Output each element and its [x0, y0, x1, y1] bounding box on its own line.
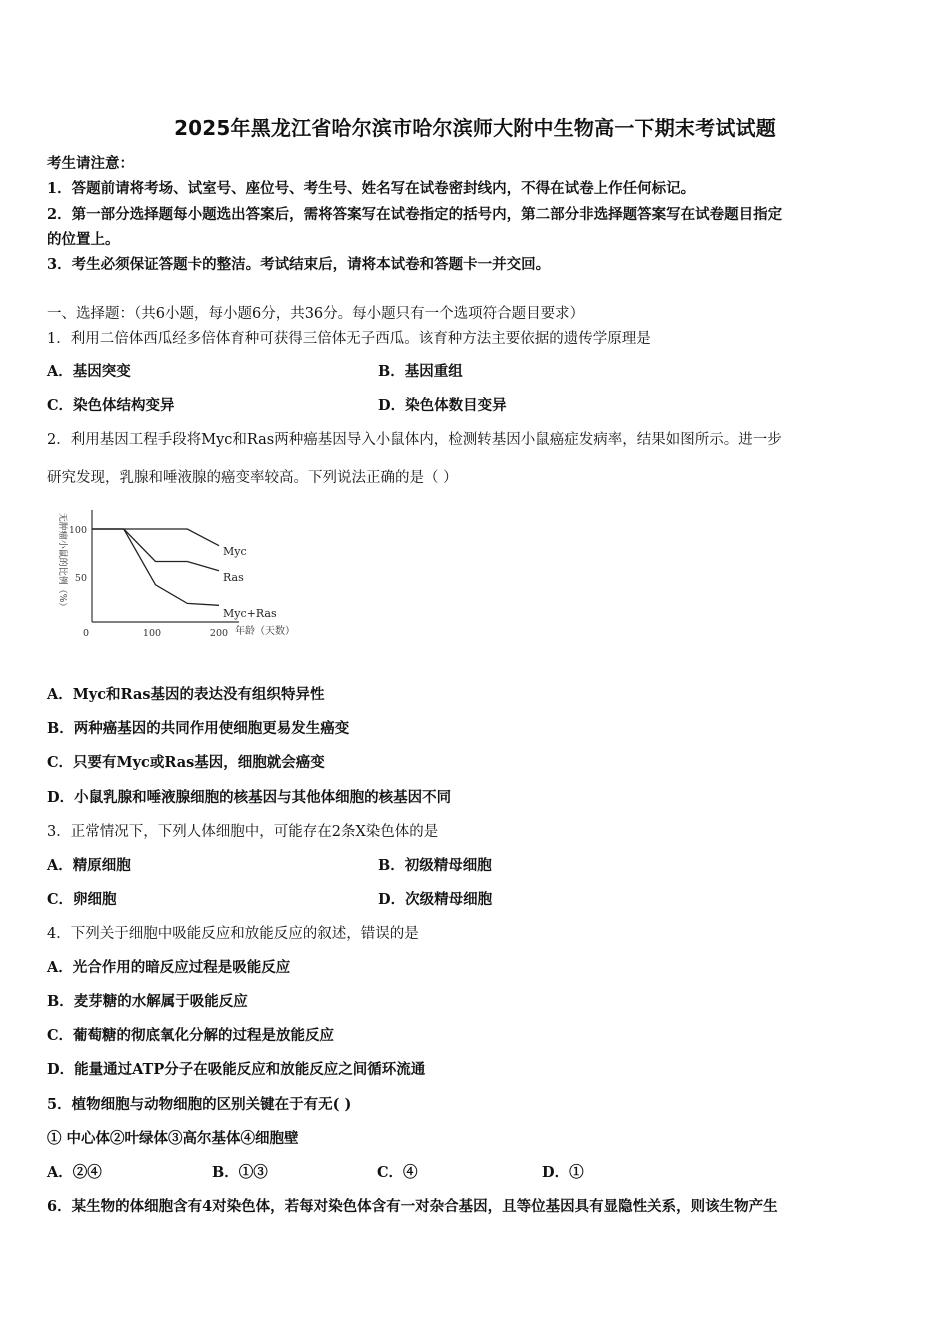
chart-x-tick-100: 100 [142, 628, 162, 639]
q2-option-a: A．Myc和Ras基因的表达没有组织特异性 [47, 686, 325, 703]
section-heading: 一、选择题：（共6小题，每小题6分，共36分。每小题只有一个选项符合题目要求） [47, 306, 585, 322]
q5-items: ① 中心体②叶绿体③高尔基体④细胞壁 [47, 1130, 299, 1147]
series-line-myc [92, 529, 219, 546]
chart-x-tick-200: 200 [209, 628, 229, 639]
series-label-myc: Myc [223, 545, 247, 558]
chart-y-tick-50: 50 [74, 573, 87, 584]
q4-option-a: A．光合作用的暗反应过程是吸能反应 [47, 959, 291, 976]
page-title: 2025年黑龙江省哈尔滨市哈尔滨师大附中生物高一下期末考试试题 [174, 116, 776, 140]
q3-option-b: B．初级精母细胞 [378, 857, 492, 874]
q1-option-c: C．染色体结构变异 [47, 397, 175, 414]
chart-x-tick-0: 0 [82, 628, 90, 639]
q5-option-d: D．① [542, 1164, 584, 1181]
q5-stem: 5．植物细胞与动物细胞的区别关键在于有无( ) [47, 1096, 352, 1113]
q4-option-c: C．葡萄糖的彻底氧化分解的过程是放能反应 [47, 1027, 335, 1044]
notice-item-2-cont: 的位置上。 [47, 231, 120, 248]
q5-option-b: B．①③ [212, 1164, 268, 1181]
q4-option-b: B．麦芽糖的水解属于吸能反应 [47, 993, 248, 1010]
q5-option-a: A．②④ [47, 1164, 102, 1181]
q2-option-d: D．小鼠乳腺和唾液腺细胞的核基因与其他体细胞的核基因不同 [47, 789, 452, 806]
q2-stem-line2: 研究发现，乳腺和唾液腺的癌变率较高。下列说法正确的是（ ） [47, 470, 458, 486]
q3-option-c: C．卵细胞 [47, 891, 117, 908]
series-label-myc-ras: Myc+Ras [223, 607, 277, 620]
notice-item-1: 1．答题前请将考场、试室号、座位号、考生号、姓名写在试卷密封线内，不得在试卷上作任何标记。 [47, 180, 696, 197]
q4-stem: 4．下列关于细胞中吸能反应和放能反应的叙述，错误的是 [47, 926, 419, 942]
notice-item-3: 3．考生必须保证答题卡的整洁。考试结束后，请将本试卷和答题卡一并交回。 [47, 256, 551, 273]
q6-stem: 6．某生物的体细胞含有4对染色体，若每对染色体含有一对杂合基因，且等位基因具有显隐性关系，则该生物产生 [47, 1198, 778, 1215]
q3-stem: 3．正常情况下，下列人体细胞中，可能存在2条X染色体的是 [47, 824, 439, 840]
q1-option-a: A．基因突变 [47, 363, 131, 380]
q3-option-d: D．次级精母细胞 [378, 891, 493, 908]
series-label-ras: Ras [223, 571, 244, 584]
q1-option-b: B．基因重组 [378, 363, 463, 380]
chart-y-label: 无肿瘤小鼠的比例（%） [57, 512, 67, 612]
chart-x-label: 年龄（天数） [235, 626, 295, 637]
q5-option-c: C．④ [377, 1164, 418, 1181]
q2-option-b: B．两种癌基因的共同作用使细胞更易发生癌变 [47, 720, 350, 737]
series-line-myc-ras [92, 529, 219, 605]
q1-stem: 1．利用二倍体西瓜经多倍体育种可获得三倍体无子西瓜。该育种方法主要依据的遗传学原理是 [47, 331, 651, 347]
q1-option-d: D．染色体数目变异 [378, 397, 507, 414]
notice-item-2: 2．第一部分选择题每小题选出答案后，需将答案写在试卷指定的括号内，第二部分非选择题答案写在试卷题目指定 [47, 206, 783, 223]
tumor-free-mice-chart [44, 500, 314, 645]
chart-y-tick-100: 100 [68, 525, 87, 536]
notice-heading: 考生请注意： [47, 155, 134, 172]
q2-option-c: C．只要有Myc或Ras基因，细胞就会癌变 [47, 754, 325, 771]
q3-option-a: A．精原细胞 [47, 857, 131, 874]
q2-stem-line1: 2．利用基因工程手段将Myc和Ras两种癌基因导入小鼠体内，检测转基因小鼠癌症发病率，结果如图所示。进一步 [47, 432, 782, 448]
q4-option-d: D．能量通过ATP分子在吸能反应和放能反应之间循环流通 [47, 1061, 426, 1078]
